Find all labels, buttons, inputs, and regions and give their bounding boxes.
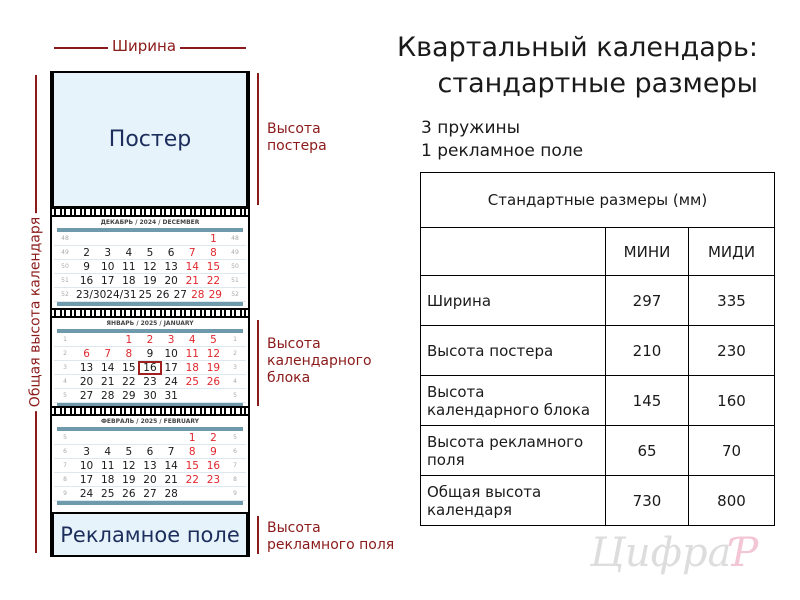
table-row [421, 476, 775, 526]
day: 21 [185, 274, 199, 287]
day: 22 [206, 274, 221, 287]
day: 12 [122, 459, 136, 472]
week-number: 48 [231, 235, 239, 242]
day: 19 [122, 473, 136, 486]
day: 27 [79, 389, 94, 402]
day: 7 [167, 445, 175, 458]
day: 28 [101, 389, 115, 402]
week-number: 3 [233, 364, 237, 371]
poster-height-arrow [257, 73, 259, 205]
week-number: 5 [233, 434, 237, 441]
day: 5 [146, 246, 154, 259]
day: 18 [101, 473, 115, 486]
week-number: 9 [233, 490, 237, 497]
day: 10 [101, 260, 115, 273]
calendar-block-december [54, 217, 246, 309]
week-row [54, 288, 246, 302]
day: 7 [188, 246, 196, 259]
week-number: 8 [233, 476, 237, 483]
weekday-bar [57, 501, 243, 505]
day: 6 [83, 347, 90, 360]
mini-value: 297 [606, 276, 689, 326]
week-number: 5 [63, 392, 67, 399]
day: 17 [101, 274, 115, 287]
week-row [54, 431, 246, 445]
table-row [421, 276, 775, 326]
day: 27 [173, 288, 187, 301]
day: 30 [143, 389, 157, 402]
week-number: 5 [233, 392, 237, 399]
week-row [54, 260, 246, 274]
day: 13 [79, 361, 94, 374]
week-number: 2 [63, 350, 67, 357]
day: 23 [143, 375, 157, 388]
spring [50, 308, 250, 318]
day: 27 [143, 487, 157, 500]
calendar-block-february [54, 416, 246, 512]
day: 24 [164, 375, 178, 388]
week-row [54, 246, 246, 260]
day: 22 [122, 375, 136, 388]
mini-value: 65 [606, 426, 689, 476]
day: 17 [79, 473, 94, 486]
week-number: 52 [231, 291, 239, 298]
week-number: 3 [63, 364, 67, 371]
day: 19 [143, 274, 157, 287]
table-header: Стандартные размеры (мм) [421, 173, 775, 228]
day: 3 [83, 445, 90, 458]
row-name: Высота постера [421, 326, 606, 376]
week-number: 50 [61, 263, 69, 270]
day: 26 [156, 288, 170, 301]
col-midi: МИДИ [689, 228, 775, 276]
day: 1 [210, 232, 217, 245]
week-number: 6 [63, 448, 67, 455]
week-row [54, 445, 246, 459]
day: 12 [206, 347, 221, 360]
day: 8 [210, 246, 217, 259]
day: 11 [185, 347, 199, 360]
week-row [54, 232, 246, 246]
day: 12 [143, 260, 157, 273]
day: 4 [104, 445, 112, 458]
day: 13 [164, 260, 178, 273]
day: 23 [206, 473, 221, 486]
day: 5 [125, 445, 133, 458]
week-number: 1 [63, 336, 67, 343]
day: 19 [206, 361, 221, 374]
day: 23/30 [76, 288, 107, 301]
week-row [54, 473, 246, 487]
day: 14 [185, 260, 199, 273]
day: 11 [101, 459, 115, 472]
week-number: 4 [233, 378, 237, 385]
week-row [54, 389, 246, 403]
spring [50, 406, 250, 416]
block-height-arrow [257, 320, 259, 406]
table-row [421, 376, 775, 426]
mini-value: 730 [606, 476, 689, 526]
week-row [54, 347, 246, 361]
day: 28 [164, 487, 178, 500]
mini-value: 210 [606, 326, 689, 376]
table-row [421, 426, 775, 476]
calendar-block-january [54, 318, 246, 407]
midi-value: 70 [689, 426, 775, 476]
mini-value: 145 [606, 376, 689, 426]
week-number: 8 [63, 476, 67, 483]
day: 18 [122, 274, 136, 287]
day: 3 [104, 246, 112, 259]
midi-value: 160 [689, 376, 775, 426]
day: 21 [101, 375, 115, 388]
day: 4 [125, 246, 133, 259]
day: 15 [185, 459, 199, 472]
day: 20 [79, 375, 94, 388]
poster-height-label: Высота постера [267, 121, 327, 154]
week-number: 1 [233, 336, 237, 343]
week-row [54, 459, 246, 473]
day: 25 [185, 375, 199, 388]
week-number: 5 [63, 434, 67, 441]
day: 11 [122, 260, 136, 273]
poster: Постер [52, 71, 248, 208]
week-number: 9 [63, 490, 67, 497]
day: 21 [164, 473, 178, 486]
day: 15 [122, 361, 136, 374]
table-row [421, 326, 775, 376]
width-label: Ширина [108, 38, 180, 55]
day: 2 [146, 333, 154, 346]
logo: ЦифраƤ [590, 530, 759, 576]
ad-field: Рекламное поле [52, 512, 248, 557]
month-title: ФЕВРАЛЬ / 2025 / FEBRUARY [100, 418, 199, 425]
day: 6 [146, 445, 154, 458]
row-name: Высота календарного блока [421, 376, 606, 426]
ad-height-arrow [257, 516, 259, 554]
day: 9 [210, 445, 217, 458]
total-height-label: Общая высота календаря [28, 213, 45, 411]
spring [50, 207, 250, 217]
day: 9 [146, 347, 154, 360]
day: 26 [122, 487, 136, 500]
weekday-bar [57, 302, 243, 306]
month-title: ДЕКАБРЬ / 2024 / DECEMBER [100, 219, 200, 226]
day: 3 [167, 333, 175, 346]
midi-value: 800 [689, 476, 775, 526]
day: 6 [167, 246, 175, 259]
week-number: 4 [63, 378, 67, 385]
day: 25 [138, 288, 152, 301]
row-name: Высота рекламного поля [421, 426, 606, 476]
day: 1 [188, 431, 196, 444]
day: 24/31 [106, 288, 137, 301]
day: 5 [210, 333, 217, 346]
day: 25 [101, 487, 115, 500]
week-number: 2 [233, 350, 237, 357]
ad-height-label: Высота рекламного поля [267, 520, 395, 553]
day: 20 [143, 473, 157, 486]
week-row [54, 361, 246, 375]
day: 10 [79, 459, 94, 472]
day: 2 [83, 246, 90, 259]
sizes-table [420, 172, 775, 526]
week-number: 51 [61, 277, 69, 284]
day: 15 [206, 260, 221, 273]
page-title: Квартальный календарь: стандартные размеры [396, 32, 758, 99]
midi-value: 230 [689, 326, 775, 376]
week-row [54, 333, 246, 347]
day: 31 [164, 389, 178, 402]
day: 9 [83, 260, 90, 273]
day: 16 [79, 274, 94, 287]
week-number: 52 [61, 291, 69, 298]
week-row [54, 375, 246, 389]
week-number: 6 [233, 448, 237, 455]
row-name: Ширина [421, 276, 606, 326]
day: 8 [188, 445, 196, 458]
week-number: 51 [231, 277, 239, 284]
day: 14 [164, 459, 178, 472]
day: 8 [125, 347, 133, 360]
day: 10 [164, 347, 178, 360]
week-number: 50 [231, 263, 239, 270]
day: 29 [208, 288, 222, 301]
week-number: 48 [61, 235, 69, 242]
col-mini: МИНИ [606, 228, 689, 276]
day: 26 [206, 375, 221, 388]
day: 14 [101, 361, 115, 374]
day: 22 [185, 473, 199, 486]
day: 20 [164, 274, 178, 287]
day: 1 [125, 333, 133, 346]
block-height-label: Высота календарного блока [267, 336, 372, 386]
day: 13 [143, 459, 157, 472]
day: 2 [210, 431, 217, 444]
day: 16 [139, 362, 160, 374]
week-number: 49 [61, 249, 69, 256]
week-number: 7 [63, 462, 67, 469]
week-number: 49 [231, 249, 239, 256]
day: 29 [122, 389, 136, 402]
day: 28 [191, 288, 205, 301]
midi-value: 335 [689, 276, 775, 326]
day: 16 [206, 459, 221, 472]
day: 7 [104, 347, 112, 360]
month-title: ЯНВАРЬ / 2025 / JANUARY [106, 320, 194, 327]
day: 17 [164, 361, 178, 374]
week-row [54, 487, 246, 501]
day: 24 [79, 487, 94, 500]
day: 4 [188, 333, 196, 346]
week-row [54, 274, 246, 288]
row-name: Общая высота календаря [421, 476, 606, 526]
day: 18 [185, 361, 199, 374]
week-number: 7 [233, 462, 237, 469]
subtitle: 3 пружины 1 рекламное поле [421, 118, 584, 161]
